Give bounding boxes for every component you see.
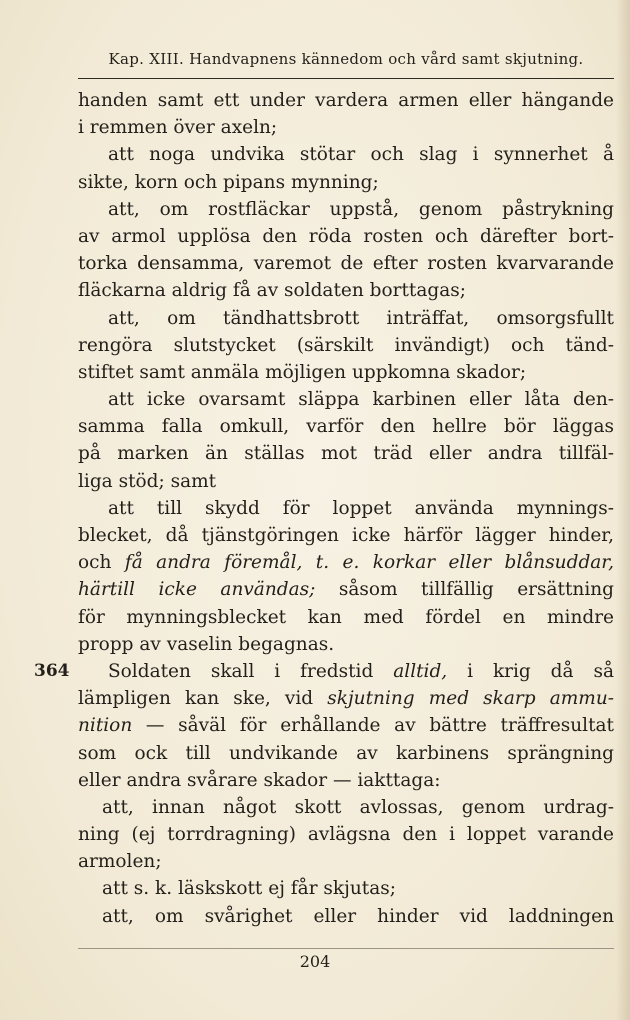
text-line: att s. k. läskskott ej får skjutas;	[102, 878, 396, 900]
text-line: eller andra svårare skador — iakttaga:	[78, 769, 441, 791]
text-line: att, om tändhattsbrott inträffat, omsorgsfullt	[108, 307, 614, 329]
text-line: att icke ovarsamt släppa karbinen eller låta den-	[108, 389, 614, 411]
text-line: armolen;	[78, 851, 162, 873]
text-line: i remmen över axeln;	[78, 117, 278, 139]
text-line: blecket, då tjänstgöringen icke härför lägger hinder,	[78, 525, 614, 546]
text-line: ning (ej torrdragning) avlägsna den i loppet varande	[78, 824, 614, 846]
text-line: för mynningsblecket kan med fördel en mindre	[78, 606, 614, 628]
text-line: handen samt ett under vardera armen eller hängande	[78, 90, 614, 111]
text-line: rengöra slutstycket (särskilt invändigt) och tänd-	[78, 334, 614, 356]
text-line: att, innan något skott avlossas, genom urdrag-	[102, 796, 614, 818]
body-text	[34, 87, 615, 930]
text-line: av armol upplösa den röda rosten och därefter bort-	[78, 225, 614, 247]
text-line: torka densamma, varemot de efter rosten kvarvarande	[78, 253, 614, 275]
page-edge-shadow	[616, 0, 630, 1020]
text-line: att, om svårighet eller hinder vid laddningen	[102, 905, 614, 927]
italic-run: nition	[78, 715, 133, 737]
italic-run: härtill icke användas;	[78, 579, 316, 601]
text-line-mixed	[78, 576, 614, 603]
text-line: som ock till undvikande av karbinens sprängning	[78, 742, 614, 764]
text-line: på marken än ställas mot träd eller andra tillfäl-	[78, 443, 614, 465]
text-line-mixed	[78, 712, 614, 739]
footer-rule	[78, 948, 614, 949]
text-line: samma falla omkull, varför den hellre bör läggas	[78, 416, 614, 438]
text-run: och	[78, 552, 125, 574]
running-header: Kap. XIII. Handvapnens kännedom och vård samt skjutning.	[108, 50, 584, 68]
header-rule	[78, 78, 614, 79]
italic-run: skjutning med skarp ammu-	[327, 688, 614, 710]
text-line: liga stöd; samt	[78, 470, 217, 492]
text-line-mixed	[78, 549, 614, 576]
page-number: 204	[299, 952, 331, 971]
text-line: att noga undvika stötar och slag i synnerhet å	[108, 144, 614, 166]
text-line-mixed	[78, 685, 614, 712]
section-number: 364	[34, 660, 70, 681]
text-run: Soldaten skall i fredstid	[108, 660, 394, 682]
text-line: propp av vaselin begagnas.	[78, 633, 335, 655]
text-run: i krig då så	[447, 660, 614, 682]
text-line: att till skydd för loppet använda mynnings-	[108, 497, 614, 519]
text-line: fläckarna aldrig få av soldaten borttagas;	[78, 280, 466, 302]
text-run: — såväl för erhållande av bättre träffresultat	[132, 715, 614, 737]
italic-run: få andra föremål, t. e. korkar eller blånsuddar,	[124, 552, 615, 574]
text-line: att, om rostfläckar uppstå, genom påstrykning	[108, 198, 614, 220]
text-line: stiftet samt anmäla möjligen uppkomna skador;	[78, 361, 527, 383]
text-run: lämpligen kan ske, vid	[78, 688, 328, 710]
italic-run: alltid,	[393, 660, 448, 682]
text-line: sikte, korn och pipans mynning;	[78, 171, 379, 193]
section-start-line	[34, 658, 614, 685]
text-run: såsom tillfällig ersättning	[315, 579, 614, 601]
